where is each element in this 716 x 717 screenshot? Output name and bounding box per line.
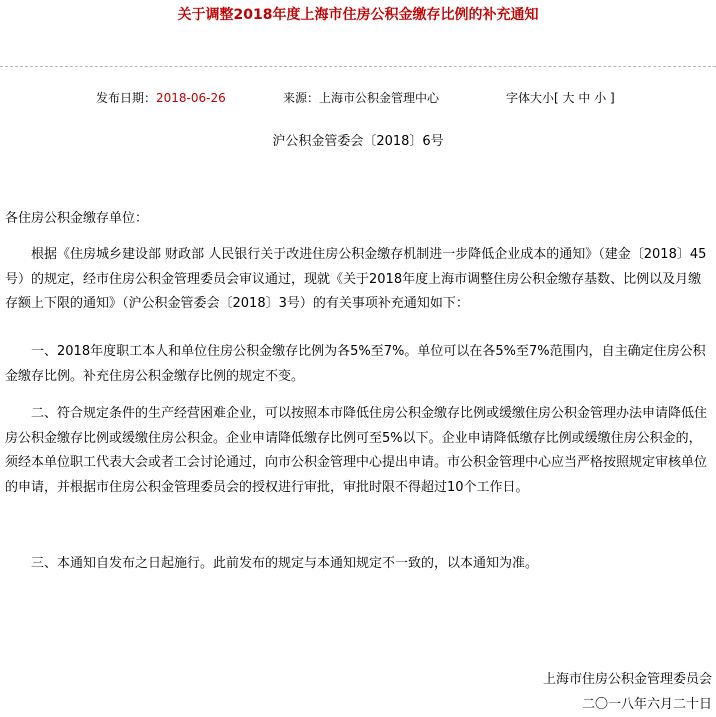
font-size-large-button[interactable]: 大 [562, 91, 575, 105]
font-size-control [506, 91, 615, 105]
signature-date: 二〇一八年六月二十日 [581, 697, 712, 712]
body-paragraph-item-1: 一、2018年度职工本人和单位住房公积金缴存比例为各5%至7%。单位可以在各5%至7%范围内，自主确定住房公积金缴存比例。补充住房公积金缴存比例的规定不变。 [5, 344, 706, 384]
source-label: 来源： [283, 91, 320, 105]
document-number: 沪公积金管委会〔2018〕6号 [272, 134, 444, 149]
font-size-small-button[interactable]: 小 [594, 91, 607, 105]
signature-organization: 上海市住房公积金管理委员会 [542, 672, 712, 687]
body-paragraph-intro: 根据《住房城乡建设部 财政部 人民银行关于改进住房公积金缴存机制进一步降低企业成本的通知》（建金〔2018〕45号）的规定，经市住房公积金管理委员会审议通过，现就《关于2018年度上海市调整住房公积金缴存基数、比例以及月缴存额上下限的通知》（沪公积金管委会〔2018〕3号）的有关事项补充通知如下： [5, 247, 707, 311]
title-divider [0, 66, 716, 67]
salutation: 各住房公积金缴存单位： [5, 211, 149, 226]
body-paragraph-item-3: 三、本通知自发布之日起施行。此前发布的规定与本通知规定不一致的，以本通知为准。 [31, 556, 539, 571]
source-value: 上海市公积金管理中心 [319, 91, 440, 105]
publish-date-label: 发布日期： [96, 91, 157, 105]
font-size-medium-button[interactable]: 中 [578, 91, 591, 105]
source-meta [283, 91, 439, 105]
publish-date-value: 2018-06-26 [156, 91, 226, 105]
font-size-label: 字体大小[ [506, 91, 559, 105]
font-size-close-bracket: ] [610, 91, 615, 105]
body-paragraph-item-2: 二、符合规定条件的生产经营困难企业，可以按照本市降低住房公积金缴存比例或缓缴住房公积金管理办法申请降低住房公积金缴存比例或缓缴住房公积金。企业申请降低缴存比例可至5%以下。企业申请降低缴存比例或缓缴住房公积金的，须经本单位职工代表大会或者工会讨论通过，向市公积金管理中心提出申请。市公积金管理中心应当严格按照规定审核单位的申请，并根据市住房公积金管理委员会的授权进行审批，审批时限不得超过10个工作日。 [5, 406, 708, 495]
publish-date-meta [96, 91, 226, 105]
article-title: 关于调整2018年度上海市住房公积金缴存比例的补充通知 [177, 7, 539, 23]
